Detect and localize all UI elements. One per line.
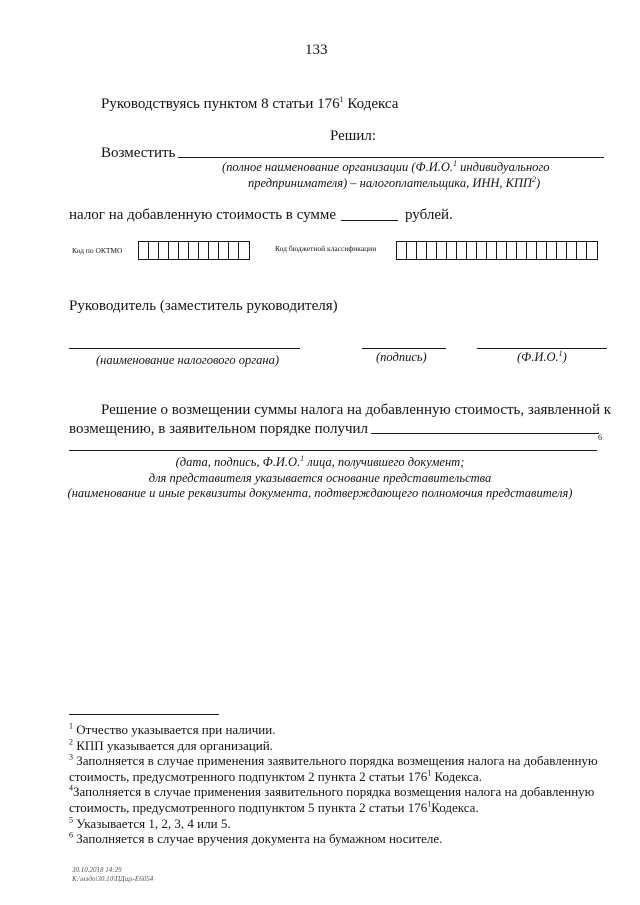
receipt-hint1 — [0, 455, 640, 470]
org-hint-2b: ) — [536, 176, 541, 190]
receipt-hint2: для представителя указывается основание представительства — [148, 471, 492, 485]
footnote-4-cont: стоимость, предусмотренного подпунктом 5 пункта 2 статьи $176^1Кодекса$. — [69, 799, 479, 815]
kbk-boxes[interactable] — [396, 241, 598, 260]
footnote-1: $^1$ Отчество указывается при наличии. — [69, 721, 276, 737]
decided-heading: Решил: — [330, 128, 377, 144]
sig-fio-caption — [517, 350, 567, 365]
fio-field-line[interactable] — [477, 348, 607, 349]
oktmo-boxes[interactable] — [138, 241, 250, 260]
tax-authority-field-line[interactable] — [69, 348, 300, 349]
footnote-6: $^6$ Заполняется в случае вручения документа на бумажном носителе. — [69, 830, 443, 847]
vat-amount-field-line[interactable] — [341, 220, 398, 221]
signature-field-line[interactable] — [362, 348, 446, 349]
receipt-hint3: (наименование и иные реквизиты документа, подтверждающего полномочия представителя) — [67, 486, 573, 500]
sig-sign-caption: (подпись) — [376, 350, 427, 364]
sig-fio-sup: 1 — [558, 348, 563, 358]
org-hint-2a: предпринимателя) – налогоплательщика, ИНН, КПП — [248, 176, 533, 190]
vat-text: налог на добавленную стоимость в сумме — [69, 207, 337, 223]
org-hint-1a: (полное наименование организации (Ф.И.О. — [222, 160, 454, 174]
vat-currency: рублей. — [405, 207, 453, 223]
footnotes — [69, 722, 598, 847]
path-stamp: К:\мэдо\30.10\ПДщз-Е6054 — [72, 875, 154, 883]
org-hint-line1 — [222, 160, 550, 175]
receiver-field-line-2[interactable] — [69, 450, 597, 451]
footnote-2: $^2$ КПП указывается для организаций. — [69, 737, 273, 753]
organization-field-line[interactable] — [178, 157, 604, 158]
footnote-3: $^3$ Заполняется в случае применения заявительного порядка возмещения налога на добавленную — [69, 752, 598, 769]
intro-text — [101, 96, 398, 113]
receiver-field-line[interactable] — [371, 433, 599, 434]
footnote-separator — [69, 714, 219, 715]
intro-end: Кодекса — [343, 96, 399, 112]
reimburse-label: Возместить — [101, 145, 176, 161]
page-number: 133 — [305, 42, 328, 58]
org-hint-sup2: 2 — [532, 174, 537, 184]
org-hint-sup1: 1 — [453, 158, 458, 168]
oktmo-label: Код по ОКТМО — [72, 246, 123, 255]
receipt-sup6: 6 — [598, 433, 602, 442]
intro-main: Руководствуясь пунктом 8 статьи 176 — [101, 96, 340, 112]
org-hint-1b: индивидуального — [457, 160, 550, 174]
kbk-label: Код бюджетной классификации — [275, 244, 377, 253]
footnote-3-cont: стоимость, предусмотренного подпунктом 2 пункта 2 статьи $176^1$ Кодекса. — [69, 768, 482, 784]
org-hint-line2 — [248, 176, 540, 191]
sig-fio-end: ) — [562, 350, 567, 364]
sig-org-caption: (наименование налогового органа) — [96, 353, 279, 367]
receipt-hint1b: лица, получившего документ; — [304, 455, 465, 469]
footnote-5: $^5$ Указывается 1, 2, 3, 4 или 5. — [69, 815, 231, 831]
intro-sup: 1 — [339, 95, 344, 104]
receipt-hint-sup: 1 — [300, 453, 305, 463]
receipt-line1: Решение о возмещении суммы налога на добавленную стоимость, заявленной к — [101, 402, 612, 418]
timestamp-stamp: 30.10.2018 14:29 — [72, 866, 122, 874]
sig-fio-text: (Ф.И.О. — [517, 350, 559, 364]
receipt-line2: возмещению, в заявительном порядке получил — [69, 421, 369, 437]
receipt-hint1a: (дата, подпись, Ф.И.О. — [175, 455, 301, 469]
head-label: Руководитель (заместитель руководителя) — [69, 298, 338, 314]
footnote-4: $^4$Заполняется в случае применения заявительного порядка возмещения налога на добавленную — [69, 784, 595, 800]
